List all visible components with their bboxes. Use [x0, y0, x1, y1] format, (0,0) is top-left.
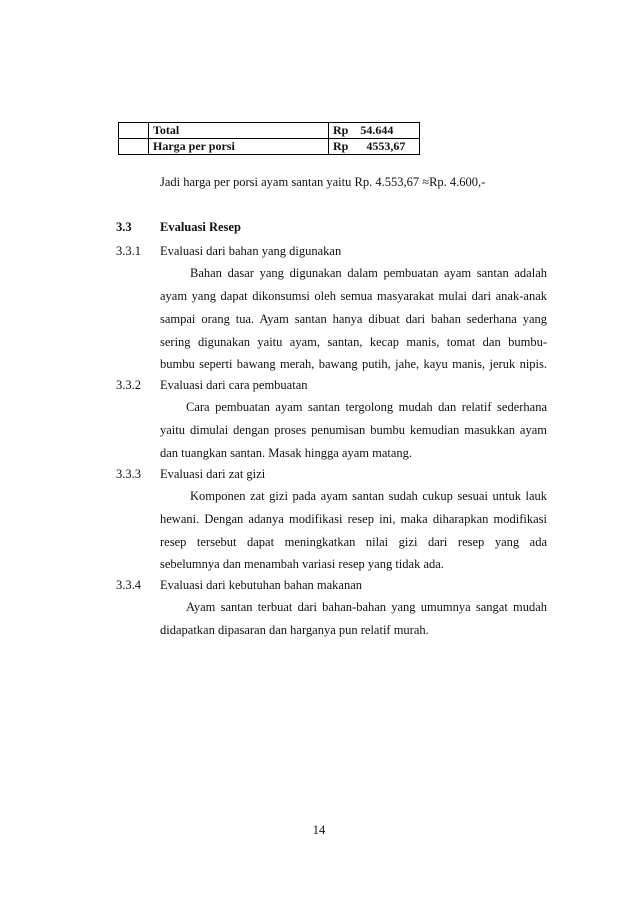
subsection-title: Evaluasi dari kebutuhan bahan makanan [160, 578, 363, 592]
subsection-title: Evaluasi dari zat gizi [160, 467, 266, 481]
table-cell-empty [119, 139, 149, 155]
paragraph-line: sebelumnya dan menambah variasi resep yang tidak ada. [160, 557, 444, 571]
paragraph-line: didapatkan dipasaran dan harganya pun relatif murah. [160, 623, 429, 637]
paragraph-line: Komponen zat gizi pada ayam santan sudah cukup sesuai untuk lauk [190, 489, 547, 503]
paragraph-line: Ayam santan terbuat dari bahan-bahan yang umumnya sangat mudah [186, 600, 547, 614]
subsection-title: Evaluasi dari cara pembuatan [160, 378, 308, 392]
paragraph-line: Cara pembuatan ayam santan tergolong mudah dan relatif sederhana [186, 400, 547, 414]
summary-text: Jadi harga per porsi ayam santan yaitu Rp. 4.553,67 ≈Rp. 4.600,- [160, 175, 486, 189]
section-title: Evaluasi Resep [160, 220, 241, 234]
table-row [119, 123, 420, 139]
subsection-number: 3.3.1 [116, 244, 141, 258]
cost-table [118, 122, 420, 155]
table-row [119, 139, 420, 155]
paragraph-line: dan tuangkan santan. Masak hingga ayam matang. [160, 446, 413, 460]
subsection-number: 3.3.3 [116, 467, 141, 481]
paragraph-line: yaitu dimulai dengan proses penumisan bumbu kemudian masukkan ayam [160, 423, 547, 437]
paragraph-line: sampai orang tua. Ayam santan hanya dibuat dari bahan sederhana yang [160, 312, 547, 326]
table-cell-label: Total [149, 123, 329, 139]
subsection-title: Evaluasi dari bahan yang digunakan [160, 244, 342, 258]
table-cell-empty [119, 123, 149, 139]
subsection-number: 3.3.2 [116, 378, 141, 392]
table-cell-label: Harga per porsi [149, 139, 329, 155]
paragraph-line: ayam yang dapat dikonsumsi oleh semua masyarakat mulai dari anak-anak [160, 289, 547, 303]
paragraph-line: resep tersebut dapat meningkatkan nilai gizi dari resep yang ada [160, 535, 547, 549]
paragraph-line: Bahan dasar yang digunakan dalam pembuatan ayam santan adalah [190, 266, 547, 280]
page-number: 14 [312, 823, 326, 837]
table-cell-value: Rp 4553,67 [329, 139, 420, 155]
paragraph-line: sering digunakan yaitu ayam, santan, kecap manis, tomat dan bumbu- [160, 335, 547, 349]
table-cell-value: Rp 54.644 [329, 123, 420, 139]
subsection-number: 3.3.4 [116, 578, 141, 592]
paragraph-line: bumbu seperti bawang merah, bawang putih, jahe, kayu manis, jeruk nipis. [160, 357, 547, 371]
paragraph-line: hewani. Dengan adanya modifikasi resep ini, maka diharapkan modifikasi [160, 512, 547, 526]
section-number: 3.3 [116, 220, 132, 234]
